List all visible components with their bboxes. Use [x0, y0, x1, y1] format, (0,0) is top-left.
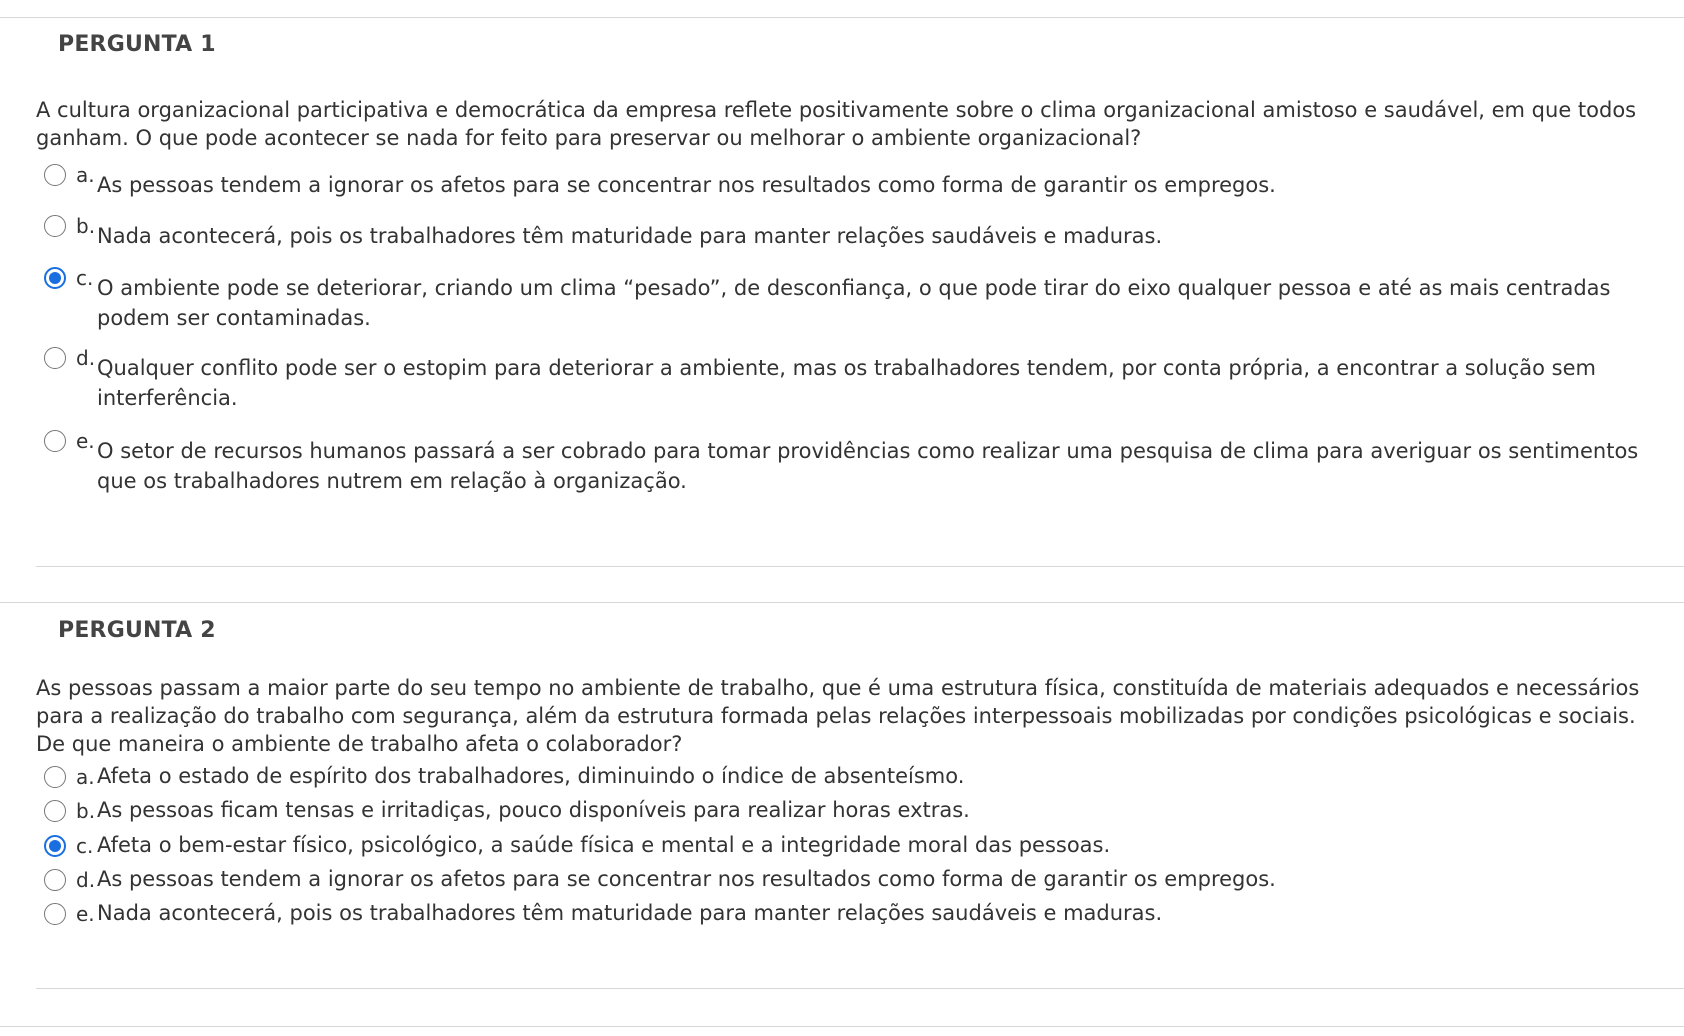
radio-button-selected[interactable] — [44, 267, 66, 289]
option-text: Afeta o estado de espírito dos trabalhadores, diminuindo o índice de absenteísmo. — [97, 764, 965, 788]
option-letter: b. — [76, 214, 96, 238]
option-letter: e. — [76, 429, 95, 453]
option-text: As pessoas tendem a ignorar os afetos para se concentrar nos resultados como forma de garantir os empregos. — [97, 867, 1276, 891]
option-text: Qualquer conflito pode ser o estopim para deteriorar a ambiente, mas os trabalhadores tendem, por conta própria, a encontrar a solução sem interferência. — [97, 356, 1596, 410]
option-letter: b. — [76, 799, 96, 823]
radio-button-selected[interactable] — [44, 835, 66, 857]
option-letter: c. — [76, 834, 94, 858]
option-text: O setor de recursos humanos passará a ser cobrado para tomar providências como realizar uma pesquisa de clima para averiguar os sentimentos que os trabalhadores nutrem em relação à organização. — [97, 439, 1639, 493]
option-letter: a. — [76, 765, 95, 789]
answer-option-d[interactable] — [44, 347, 1644, 413]
answer-option-a[interactable] — [44, 766, 1644, 789]
answer-option-b[interactable] — [44, 800, 1644, 823]
question-2-top-divider — [0, 602, 1684, 603]
option-text: Nada acontecerá, pois os trabalhadores têm maturidade para manter relações saudáveis e maduras. — [97, 224, 1163, 248]
bottom-divider — [0, 1026, 1684, 1027]
option-letter: d. — [76, 868, 96, 892]
top-divider — [0, 17, 1684, 18]
option-text: O ambiente pode se deteriorar, criando um clima “pesado”, de desconfiança, o que pode tirar do eixo qualquer pessoa e até as mais centradas podem ser contaminadas. — [97, 276, 1611, 330]
option-text: As pessoas tendem a ignorar os afetos para se concentrar nos resultados como forma de garantir os empregos. — [97, 173, 1276, 197]
question-1-bottom-divider — [36, 566, 1684, 567]
radio-button[interactable] — [44, 430, 66, 452]
radio-button[interactable] — [44, 800, 66, 822]
radio-button[interactable] — [44, 215, 66, 237]
question-title: PERGUNTA 2 — [58, 618, 216, 643]
answer-option-c[interactable] — [44, 267, 1644, 333]
answer-option-b[interactable] — [44, 215, 1644, 251]
answer-option-a[interactable] — [44, 164, 1644, 200]
answer-option-e[interactable] — [44, 903, 1644, 926]
radio-button[interactable] — [44, 347, 66, 369]
answer-option-d[interactable] — [44, 869, 1644, 892]
option-letter: a. — [76, 163, 95, 187]
radio-button[interactable] — [44, 164, 66, 186]
question-text: A cultura organizacional participativa e democrática da empresa reflete positivamente sobre o clima organizacional amistoso e saudável, em que todos ganham. O que pode acontecer se nada for feito para preservar ou melhorar o ambiente organizacional? — [36, 98, 1637, 150]
option-letter: d. — [76, 346, 96, 370]
question-title: PERGUNTA 1 — [58, 32, 216, 57]
question-2-bottom-divider — [36, 988, 1684, 989]
radio-button[interactable] — [44, 869, 66, 891]
answer-option-c[interactable] — [44, 835, 1644, 858]
radio-button[interactable] — [44, 903, 66, 925]
option-letter: e. — [76, 902, 95, 926]
question-text: As pessoas passam a maior parte do seu tempo no ambiente de trabalho, que é uma estrutura física, constituída de materiais adequados e necessários para a realização do trabalho com segurança, além da estrutura formada pelas relações interpessoais mobilizadas por condições psicológicas e sociais. De que maneira o ambiente de trabalho afeta o colaborador? — [36, 676, 1640, 756]
answer-option-e[interactable] — [44, 430, 1644, 496]
option-text: Afeta o bem-estar físico, psicológico, a saúde física e mental e a integridade moral das pessoas. — [97, 833, 1111, 857]
radio-button[interactable] — [44, 766, 66, 788]
option-text: Nada acontecerá, pois os trabalhadores têm maturidade para manter relações saudáveis e maduras. — [97, 901, 1163, 925]
option-letter: c. — [76, 266, 94, 290]
option-text: As pessoas ficam tensas e irritadiças, pouco disponíveis para realizar horas extras. — [97, 798, 970, 822]
